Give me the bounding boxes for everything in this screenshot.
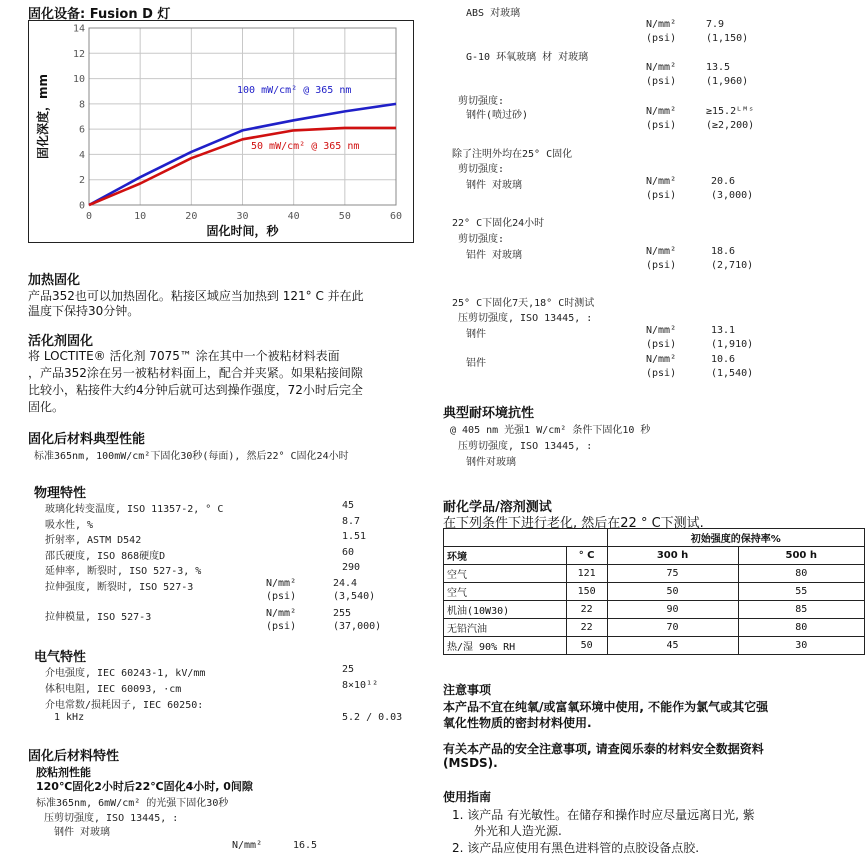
compressive-shear-label: 压剪切强度, ISO 13445, : [44, 813, 179, 824]
heat-cure-text-1: 产品352也可以加热固化。粘接区域应当加热到 121° C 并在此 [28, 289, 364, 303]
table-cell: 无铅汽油 [444, 619, 567, 637]
steel-sandblasted-value: ≥15.2ᴸᴹˢ [706, 106, 755, 117]
table-header-row [444, 547, 865, 565]
usage-guide-heading: 使用指南 [443, 790, 492, 804]
physical-prop-value: 8.7 [342, 515, 361, 527]
electrical-prop-value: 5.2 / 0.03 [342, 712, 403, 723]
table-cell: 空气 [444, 565, 567, 583]
electrical-prop-label: 体积电阻, IEC 60093, ·cm [45, 684, 182, 695]
x-tick-label: 30 [236, 211, 249, 222]
shear-strength-label: 剪切强度: [458, 96, 505, 107]
usage-guide-item-1: 1. 该产品 有光敏性。在储存和操作时应尽量远离日光, 紫 [452, 808, 755, 822]
table-empty-cell [444, 529, 608, 547]
series-label: 50 mW/cm² @ 365 nm [251, 141, 360, 152]
cure-7d-steel-value: 13.1 [711, 325, 736, 336]
environment-resistance-heading: 典型耐环境抗性 [443, 406, 535, 421]
usage-guide-item-2: 2. 该产品应使用有黑色进料管的点胶设备点胶. [452, 841, 700, 855]
y-tick-label: 14 [72, 23, 85, 35]
steel-sandblasted-unit: N/mm² [646, 106, 677, 117]
cure-25c-heading: 除了注明外均在25° C固化 [452, 149, 573, 160]
safety-text-1: 有关本产品的安全注意事项, 请查阅乐泰的材料安全数据资料 [443, 742, 764, 756]
steel-glass-25c-value: 20.6 [711, 176, 736, 187]
typical-props-note: 标准365nm, 100mW/cm²下固化30秒(每面), 然后22° C固化24小时 [34, 451, 349, 462]
steel-glass-unit: N/mm² [232, 840, 263, 851]
notice-text-2: 氧化性物质的密封材料使用. [443, 716, 592, 730]
table-cell: 90 [607, 601, 738, 619]
cure-7d-aluminum-unit: N/mm² [646, 354, 677, 365]
g10-glass-label: G-10 环氧玻璃 材 对玻璃 [466, 52, 589, 63]
electrical-prop-value: 8×10¹² [342, 680, 379, 691]
tensile-modulus-unit: N/mm² [266, 608, 297, 619]
y-tick-label: 6 [78, 124, 85, 136]
table-group-header: 初始强度的保持率% [607, 529, 864, 547]
tensile-strength-value-psi: (3,540) [333, 591, 376, 602]
adhesive-props-heading: 胶粘剂性能 [36, 766, 91, 779]
activator-text-1: 将 LOCTITE® 活化剂 7075™ 涂在其中一个被粘材料表面 [28, 349, 340, 363]
y-tick-label: 8 [78, 99, 85, 111]
table-cell: 45 [607, 637, 738, 655]
abs-glass-unit: N/mm² [646, 19, 677, 30]
abs-glass-unit-psi: (psi) [646, 33, 677, 44]
table-cell: 55 [738, 583, 865, 601]
x-tick-label: 0 [85, 211, 93, 222]
table-cell: 50 [607, 583, 738, 601]
activator-text-3: 比较小，粘接件大约4分钟后就可达到操作强度，72小时后完全 [28, 383, 363, 397]
notice-text-1: 本产品不宜在纯氧/或富氧环境中使用, 不能作为氯气或其它强 [443, 700, 769, 714]
cure-7d-shear-label: 压剪切强度, ISO 13445, : [458, 313, 593, 324]
environment-shear-label: 压剪切强度, ISO 13445, : [458, 441, 593, 452]
steel-glass-25c-unit: N/mm² [646, 176, 677, 187]
cure-7d-steel-unit-psi: (psi) [646, 339, 677, 350]
cure-24h-shear-label: 剪切强度: [458, 234, 505, 245]
tensile-modulus-unit-psi: (psi) [266, 621, 297, 632]
cure-7d-steel-unit: N/mm² [646, 325, 677, 336]
tensile-strength-value: 24.4 [333, 578, 358, 589]
physical-prop-value: 45 [342, 500, 355, 511]
aluminum-glass-unit: N/mm² [646, 246, 677, 257]
g10-glass-value-psi: (1,960) [706, 76, 749, 87]
table-row [444, 583, 865, 601]
table-cell: 22 [566, 619, 607, 637]
table-cell: 85 [738, 601, 865, 619]
table-cell: 75 [607, 565, 738, 583]
steel-glass-25c-value-psi: (3,000) [711, 190, 754, 201]
electrical-prop-label: 1 kHz [54, 712, 85, 723]
abs-glass-label: ABS 对玻璃 [466, 8, 521, 19]
cure-7d-steel-value-psi: (1,910) [711, 339, 754, 350]
tensile-strength-label: 拉伸强度, 断裂时, ISO 527-3 [45, 582, 194, 593]
physical-prop-value: 290 [342, 562, 361, 573]
steel-glass-25c-label: 钢件 对玻璃 [466, 180, 523, 191]
chemical-resistance-subtitle: 在下列条件下进行老化, 然后在22 ° C下测试. [443, 516, 704, 531]
table-cell: 30 [738, 637, 865, 655]
y-tick-label: 2 [78, 175, 85, 187]
table-cell: 121 [566, 565, 607, 583]
adhesive-props-subheading: 120℃固化2小时后22℃固化4小时, 0间隙 [36, 780, 253, 793]
tensile-strength-unit: N/mm² [266, 578, 297, 589]
cure-7d-aluminum-value-psi: (1,540) [711, 368, 754, 379]
y-tick-label: 4 [78, 149, 85, 161]
cure-7d-aluminum-value: 10.6 [711, 354, 736, 365]
table-row [444, 601, 865, 619]
cure-24h-heading: 22° C下固化24小时 [452, 218, 545, 229]
environment-steel-glass-label: 钢件对玻璃 [466, 457, 516, 468]
environment-cure-note: @ 405 nm 光强1 W/cm² 条件下固化10 秒 [450, 425, 651, 436]
table-cell: 机油(10W30) [444, 601, 567, 619]
g10-glass-value: 13.5 [706, 62, 731, 73]
usage-guide-item-1-cont: 外光和人造光源. [474, 824, 562, 838]
cure-depth-chart [28, 20, 414, 243]
table-header-temperature: ° C [566, 547, 607, 565]
table-cell: 空气 [444, 583, 567, 601]
steel-glass-value: 16.5 [293, 840, 318, 851]
physical-prop-value: 1.51 [342, 531, 367, 542]
x-tick-label: 60 [389, 211, 403, 222]
x-axis-label: 固化时间，秒 [206, 224, 279, 238]
chemical-resistance-heading: 耐化学品/溶剂测试 [443, 500, 552, 515]
y-tick-label: 0 [78, 200, 85, 212]
physical-prop-label: 折射率, ASTM D542 [45, 535, 142, 546]
physical-prop-label: 玻璃化转变温度, ISO 11357-2, ° C [45, 504, 224, 515]
chemical-resistance-table [443, 528, 865, 655]
physical-prop-label: 延伸率, 断裂时, ISO 527-3, % [45, 566, 202, 577]
abs-glass-value: 7.9 [706, 19, 725, 30]
table-header-300h: 300 h [607, 547, 738, 565]
steel-sandblasted-label: 钢件(喷过砂) [466, 110, 529, 121]
activator-text-4: 固化。 [28, 400, 65, 414]
g10-glass-unit-psi: (psi) [646, 76, 677, 87]
x-tick-label: 20 [185, 211, 198, 222]
table-cell: 22 [566, 601, 607, 619]
chart-svg [29, 21, 413, 242]
electrical-prop-label: 介电常数/损耗因子, IEC 60250: [45, 700, 204, 711]
steel-glass-25c-unit-psi: (psi) [646, 190, 677, 201]
physical-props-heading: 物理特性 [34, 486, 87, 501]
physical-prop-label: 吸水性, % [45, 519, 94, 531]
cured-props-heading: 固化后材料特性 [28, 749, 120, 764]
table-group-header-row [444, 529, 865, 547]
y-tick-label: 12 [72, 48, 85, 60]
cure-7d-aluminum-unit-psi: (psi) [646, 368, 677, 379]
tensile-modulus-value: 255 [333, 608, 352, 619]
tensile-modulus-value-psi: (37,000) [333, 621, 382, 632]
cure-7d-aluminum-label: 铝件 [466, 358, 486, 369]
table-cell: 70 [607, 619, 738, 637]
table-row [444, 565, 865, 583]
typical-props-heading: 固化后材料典型性能 [28, 432, 146, 447]
tensile-strength-unit-psi: (psi) [266, 591, 297, 602]
chart-title: 固化设备: Fusion D 灯 [28, 7, 171, 22]
table-header-500h: 500 h [738, 547, 865, 565]
aluminum-glass-value: 18.6 [711, 246, 736, 257]
heat-cure-text-2: 温度下保持30分钟。 [28, 304, 140, 318]
steel-glass-label: 钢件 对玻璃 [54, 827, 111, 838]
table-header-environment: 环境 [444, 547, 567, 565]
activator-text-2: ，产品352涂在另一被粘材料面上，配合并夹紧。如果粘接间隙 [28, 366, 363, 380]
y-axis-label: 固化深度，mm [36, 73, 50, 160]
abs-glass-value-psi: (1,150) [706, 33, 749, 44]
table-cell: 热/湿 90% RH [444, 637, 567, 655]
notice-heading: 注意事项 [443, 683, 492, 697]
physical-prop-value: 60 [342, 546, 355, 558]
heat-cure-heading: 加热固化 [28, 273, 81, 288]
aluminum-glass-label: 铝件 对玻璃 [466, 250, 523, 261]
table-cell: 80 [738, 619, 865, 637]
adhesive-cure-note: 标准365nm, 6mW/cm² 的光强下固化30秒 [36, 798, 229, 809]
cure-7d-heading: 25° C下固化7天,18° C时测试 [452, 298, 595, 309]
physical-prop-label: 邵氏硬度, ISO 868硬度D [45, 550, 166, 562]
aluminum-glass-value-psi: (2,710) [711, 260, 754, 271]
steel-sandblasted-value-psi: (≥2,200) [706, 120, 755, 131]
x-tick-label: 50 [338, 211, 351, 222]
tensile-modulus-label: 拉伸模量, ISO 527-3 [45, 612, 152, 623]
cure-25c-shear-label: 剪切强度: [458, 164, 505, 175]
table-cell: 50 [566, 637, 607, 655]
safety-text-2: (MSDS). [443, 756, 498, 770]
series-label: 100 mW/cm² @ 365 nm [237, 85, 352, 96]
activator-cure-heading: 活化剂固化 [28, 334, 94, 349]
table-cell: 150 [566, 583, 607, 601]
electrical-prop-value: 25 [342, 664, 355, 675]
table-row [444, 619, 865, 637]
g10-glass-unit: N/mm² [646, 62, 677, 73]
table-cell: 80 [738, 565, 865, 583]
x-tick-label: 10 [134, 211, 147, 222]
steel-sandblasted-unit-psi: (psi) [646, 120, 677, 131]
electrical-prop-label: 介电强度, IEC 60243-1, kV/mm [45, 668, 206, 679]
y-tick-label: 10 [72, 74, 85, 86]
cure-7d-steel-label: 钢件 [466, 329, 486, 340]
electrical-props-heading: 电气特性 [34, 650, 87, 665]
table-row [444, 637, 865, 655]
aluminum-glass-unit-psi: (psi) [646, 260, 677, 271]
x-tick-label: 40 [287, 211, 300, 222]
